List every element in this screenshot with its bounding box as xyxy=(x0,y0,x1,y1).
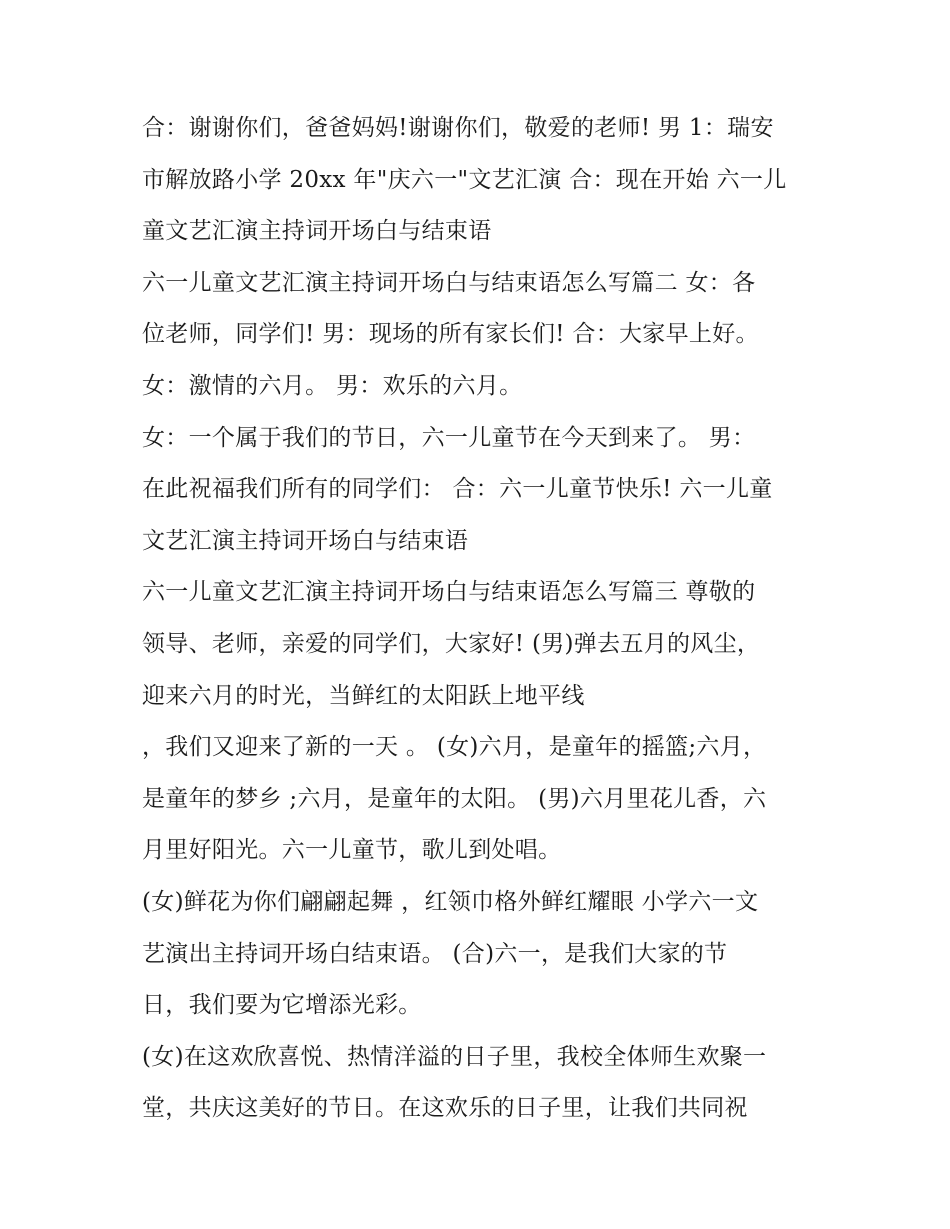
text-line: 艺演出主持词开场白结束语。 (合)六一，是我们大家的节 xyxy=(142,940,728,967)
text-line: 日，我们要为它增添光彩。 xyxy=(142,992,422,1019)
text-line: 合：谢谢你们，爸爸妈妈!谢谢你们，敬爱的老师! 男 1：瑞安 xyxy=(142,115,774,141)
text-line: 是童年的梦乡 ;六月，是童年的太阳。 (男)六月里花儿香，六 xyxy=(142,785,767,812)
text-line: 六一儿童文艺汇演主持词开场白与结束语怎么写篇三 尊敬的 xyxy=(142,579,756,606)
text-line: 堂，共庆这美好的节日。在这欢乐的日子里，让我们共同祝 xyxy=(142,1095,748,1122)
document-body xyxy=(142,103,822,1135)
text-line: ，我们又迎来了新的一天 。 (女)六月，是童年的摇篮;六月， xyxy=(142,734,767,761)
text-line: 女：激情的六月。 男：欢乐的六月。 xyxy=(142,372,523,399)
text-line: 六一儿童文艺汇演主持词开场白与结束语怎么写篇二 女：各 xyxy=(142,269,756,296)
text-line: 月里好阳光。六一儿童节，歌儿到处唱。 xyxy=(142,837,562,864)
text-line: (女)鲜花为你们翩翩起舞 ，红领巾格外鲜红耀眼 小学六一文 xyxy=(142,888,759,915)
text-line: 位老师，同学们! 男：现场的所有家长们! 合：大家早上好。 xyxy=(142,321,759,348)
text-line: 女：一个属于我们的节日，六一儿童节在今天到来了。 男： xyxy=(142,424,756,451)
text-line: 领导、老师，亲爱的同学们，大家好! (男)弹去五月的风尘， xyxy=(142,630,761,657)
text-line: 文艺汇演主持词开场白与结束语 xyxy=(142,527,469,554)
text-line: 在此祝福我们所有的同学们： 合：六一儿童节快乐! 六一儿童 xyxy=(142,476,773,503)
text-line: 童文艺汇演主持词开场白与结束语 xyxy=(142,218,492,245)
text-line: 迎来六月的时光，当鲜红的太阳跃上地平线 xyxy=(142,682,585,709)
text-line: (女)在这欢欣喜悦、热情洋溢的日子里，我校全体师生欢聚一 xyxy=(142,1043,767,1070)
text-line: 市解放路小学 20xx 年"庆六一"文艺汇演 合：现在开始 六一儿 xyxy=(142,166,787,193)
